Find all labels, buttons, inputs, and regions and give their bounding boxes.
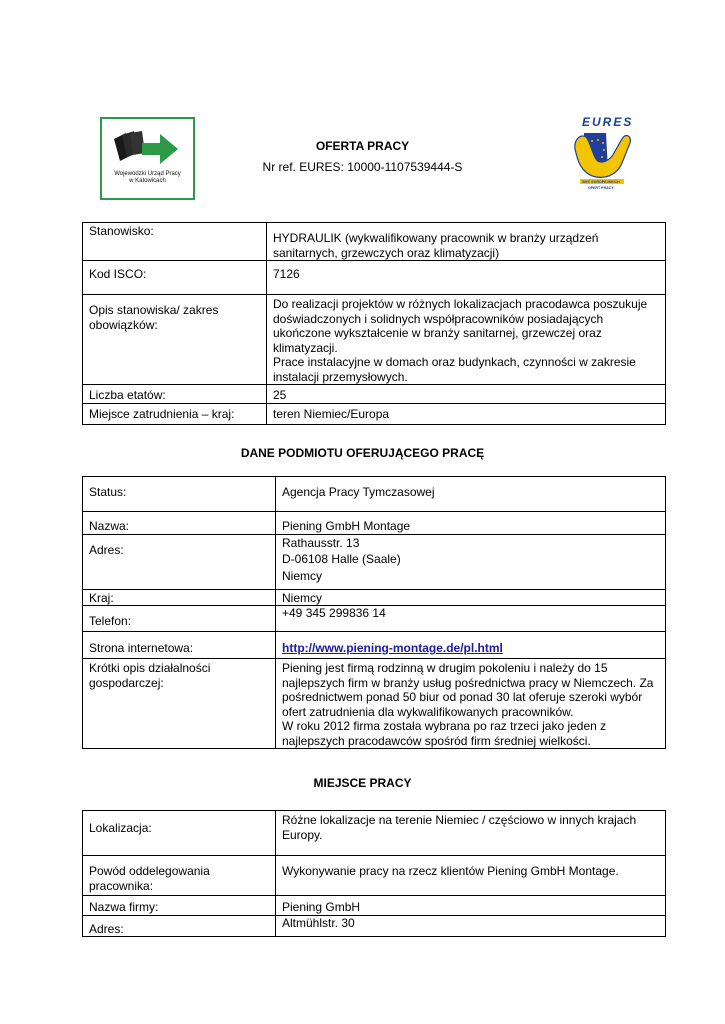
table-row [83, 632, 666, 659]
phone-label: Telefon: [83, 606, 276, 632]
description-text-2: Prace instalacyjne w domach oraz budynkach, czynności w zakresie instalacji przemysłowych. [273, 355, 636, 384]
isco-label: Kod ISCO: [83, 261, 267, 295]
table-row [83, 534, 666, 589]
position-label: Stanowisko: [83, 223, 267, 261]
description-value [267, 295, 666, 385]
business-description-value [276, 659, 666, 749]
address-label: Adres: [83, 534, 276, 589]
workplace-table [82, 810, 666, 937]
eures-logo [570, 113, 640, 206]
business-description-text: Piening jest firmą rodzinną w drugim pokoleniu i należy do 15 najlepszych firm w branży usług pośrednictwa pracy w Niemczech. Za pośrednictwem ponad 50 biur od ponad 30 lat oferuje szeroki wybór ofert zatrudnienia dla wykwalifikowanych pracowników. [282, 661, 654, 719]
table-row [83, 915, 666, 937]
table-row [83, 811, 666, 856]
table-row [83, 385, 666, 404]
table-row [83, 223, 666, 261]
name-label: Nazwa: [83, 512, 276, 535]
table-row [83, 295, 666, 385]
table-row [83, 404, 666, 425]
delegation-reason-value: Wykonywanie pracy na rzecz klientów Piening GmbH Montage. [276, 856, 666, 896]
status-label: Status: [83, 477, 276, 512]
company-name-value: Piening GmbH [276, 896, 666, 916]
wup-arrow-icon [112, 125, 182, 169]
table-row [83, 477, 666, 512]
country-value: Niemcy [276, 589, 666, 606]
eures-logo-subtitle-1: SIEĆ EUROPEJSKICH [582, 180, 620, 184]
website-link[interactable]: http://www.piening-montage.de/pl.html [282, 641, 503, 655]
phone-value: +49 345 299836 14 [276, 606, 666, 632]
positions-count-label: Liczba etatów: [83, 385, 267, 404]
job-details-table [82, 222, 666, 425]
position-value: HYDRAULIK (wykwalifikowany pracownik w branży urządzeń sanitarnych, grzewczych oraz klimatyzacji) [267, 223, 666, 261]
isco-value: 7126 [267, 261, 666, 295]
table-row [83, 896, 666, 916]
table-row [83, 261, 666, 295]
eures-logo-subtitle-2: OFERT PRACY [588, 186, 614, 190]
address-line-3: Niemcy [282, 568, 323, 583]
address-line-1: Rathausstr. 13 [282, 535, 360, 550]
wup-logo [100, 117, 195, 200]
address-line-2: D-06108 Halle (Saale) [282, 552, 401, 566]
address-value [276, 534, 666, 589]
location-value: Różne lokalizacje na terenie Niemiec / częściowo w innych krajach Europy. [276, 811, 666, 856]
country-label: Kraj: [83, 589, 276, 606]
reference-number: Nr ref. EURES: 10000-1107539444-S [262, 160, 463, 174]
website-label: Strona internetowa: [83, 632, 276, 659]
name-value: Piening GmbH Montage [276, 512, 666, 535]
table-row [83, 606, 666, 632]
delegation-reason-label: Powód oddelegowania pracownika: [83, 856, 276, 896]
wup-logo-text: Wojewódzki Urząd Pracy w Katowicach [114, 171, 181, 184]
company-name-label: Nazwa firmy: [83, 896, 276, 916]
business-description-text-2: W roku 2012 firma została wybrana po raz trzeci jako jeden z najlepszych pracodawców spośród firm średniej wielkości. [282, 719, 607, 748]
workplace-address-value: Altmühlstr. 30 [276, 915, 666, 937]
table-row [83, 589, 666, 606]
table-row [83, 512, 666, 535]
workplace-address-label: Adres: [83, 915, 276, 937]
positions-count-value: 25 [267, 385, 666, 404]
status-value: Agencja Pracy Tymczasowej [276, 477, 666, 512]
description-label: Opis stanowiska/ zakres obowiązków: [83, 295, 267, 385]
employer-table [82, 476, 666, 749]
employment-country-value: teren Niemiec/Europa [267, 404, 666, 425]
workplace-section-title: MIEJSCE PRACY [313, 776, 412, 790]
table-row [83, 856, 666, 896]
eures-logo-text: EURES [582, 115, 634, 129]
business-description-label: Krótki opis działalności gospodarczej: [83, 659, 276, 749]
page-title: OFERTA PRACY [315, 139, 410, 153]
employment-country-label: Miejsce zatrudnienia – kraj: [83, 404, 267, 425]
employer-section-title: DANE PODMIOTU OFERUJĄCEGO PRACĘ [240, 446, 485, 460]
table-row [83, 659, 666, 749]
description-text: Do realizacji projektów w różnych lokalizacjach pracodawca poszukuje doświadczonych i solidnych współpracowników posiadających ukończone wykształcenie w branży sanitarnej, grzewczej oraz klimatyzacji. [273, 297, 648, 355]
location-label: Lokalizacja: [83, 811, 276, 856]
